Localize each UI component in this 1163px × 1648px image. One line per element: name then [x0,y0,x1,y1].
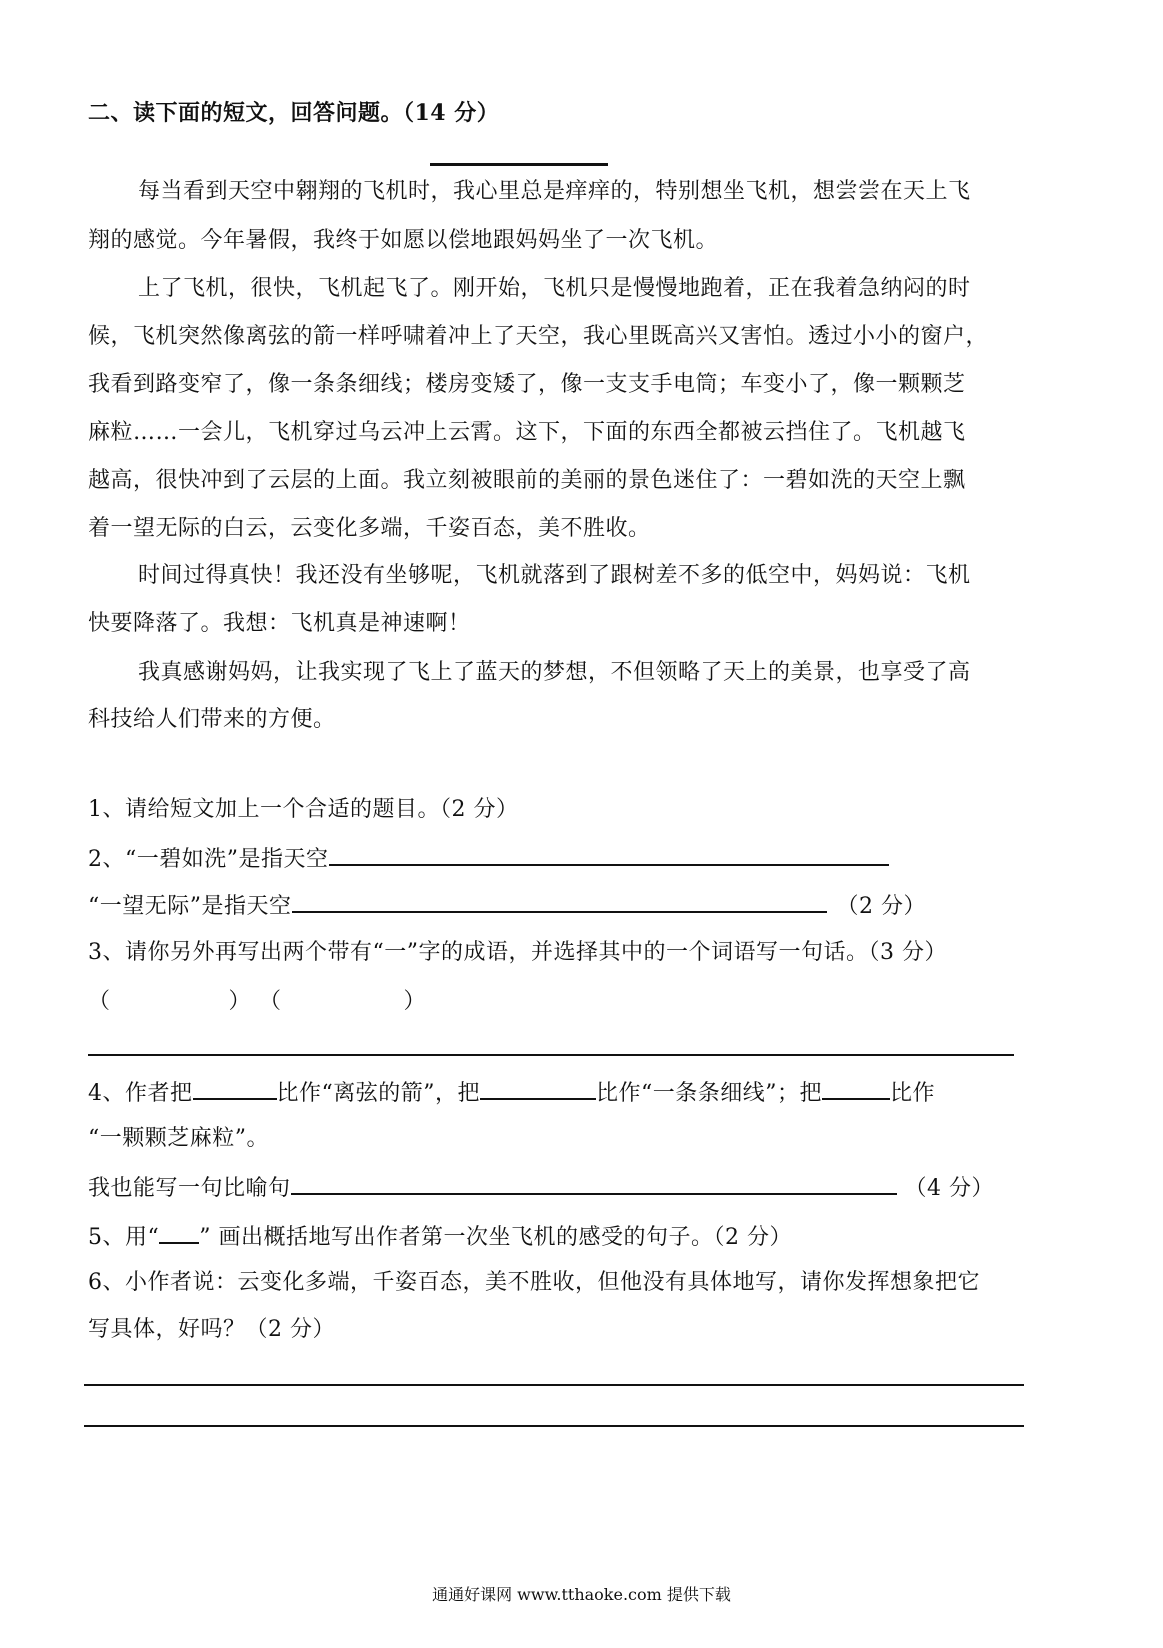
question-3-parens [88,987,426,1017]
question-2a-text: 2、“一碧如洗”是指天空 [88,847,329,872]
question-4-text: 4、作者把 [88,1081,193,1106]
answer-line[interactable] [84,1425,1024,1427]
passage-line: 候，飞机突然像离弦的箭一样呼啸着冲上了天空，我心里既高兴又害怕。透过小小的窗户， [88,324,989,349]
passage-line: 上了飞机，很快，飞机起飞了。刚开始，飞机只是慢慢地跑着，正在我着急纳闷的时 [138,276,971,301]
question-2a [88,842,889,875]
passage-line: 翔的感觉。今年暑假，我终于如愿以偿地跟妈妈坐了一次飞机。 [88,228,719,253]
simile-prompt: 我也能写一句比喻句 [88,1176,291,1201]
question-4-cont: “一颗颗芝麻粒”。 [88,1126,269,1151]
section-title: 二、读下面的短文，回答问题。（14 分） [88,100,500,126]
answer-blank[interactable] [193,1076,277,1100]
passage-line: 着一望无际的白云，云变化多端，千姿百态，美不胜收。 [88,516,651,541]
question-1: 1、请给短文加上一个合适的题目。（2 分） [88,797,519,822]
question-6: 6、小作者说：云变化多端，千姿百态，美不胜收，但他没有具体地写，请你发挥想象把它 [88,1270,981,1295]
passage-line: 我看到路变窄了，像一条条细线；楼房变矮了，像一支支手电筒；车变小了，像一颗颗芝 [88,372,966,397]
answer-blank[interactable] [480,1076,596,1100]
passage-line: 快要降落了。我想：飞机真是神速啊！ [88,611,471,636]
title-underline [430,163,608,166]
answer-blank[interactable] [329,842,889,866]
answer-line[interactable] [84,1384,1024,1386]
question-5-text: 5、用“ [88,1225,160,1250]
question-4-text: 比作 [890,1081,936,1106]
question-2b [88,889,926,922]
passage-line: 时间过得真快！我还没有坐够呢，飞机就落到了跟树差不多的低空中，妈妈说：飞机 [138,563,971,588]
passage-line: 越高，很快冲到了云层的上面。我立刻被眼前的美丽的景色迷住了：一碧如洗的天空上飘 [88,468,966,493]
idiom-paren-open: （ [259,989,282,1014]
question-5-text: ” 画出概括地写出作者第一次坐飞机的感受的句子。（2 分） [199,1225,792,1250]
answer-blank[interactable] [291,1171,897,1195]
idiom-paren-close: ） [403,989,427,1014]
footer-credit: 通通好课网 www.tthaoke.com 提供下载 [432,1585,731,1604]
passage-line: 每当看到天空中翱翔的飞机时，我心里总是痒痒的，特别想坐飞机，想尝尝在天上飞 [138,179,971,204]
question-4-simile [88,1171,994,1204]
passage-line: 麻粒……一会儿，飞机穿过乌云冲上云霄。这下，下面的东西全都被云挡住了。飞机越飞 [88,420,966,445]
sentence-answer-line[interactable] [88,1054,1014,1056]
idiom-paren-open: （ [88,989,111,1014]
question-3: 3、请你另外再写出两个带有“一”字的成语，并选择其中的一个词语写一句话。（3 分） [88,940,947,965]
underline-sample [159,1220,199,1244]
answer-blank[interactable] [822,1076,890,1100]
answer-blank[interactable] [292,889,827,913]
question-2b-text: “一望无际”是指天空 [88,894,292,919]
question-5 [88,1220,792,1253]
question-4-text: 比作“一条条细线”；把 [596,1081,822,1106]
question-4-text: 比作“离弦的箭”，把 [276,1081,480,1106]
passage-line: 我真感谢妈妈，让我实现了飞上了蓝天的梦想，不但领略了天上的美景，也享受了高 [138,660,971,685]
idiom-paren-close: ） [228,989,252,1014]
passage-line: 科技给人们带来的方便。 [88,707,336,732]
question-2-score: （2 分） [836,894,926,919]
question-4-score: （4 分） [904,1176,995,1201]
question-6-cont: 写具体，好吗？（2 分） [88,1317,335,1342]
question-4 [88,1076,935,1109]
